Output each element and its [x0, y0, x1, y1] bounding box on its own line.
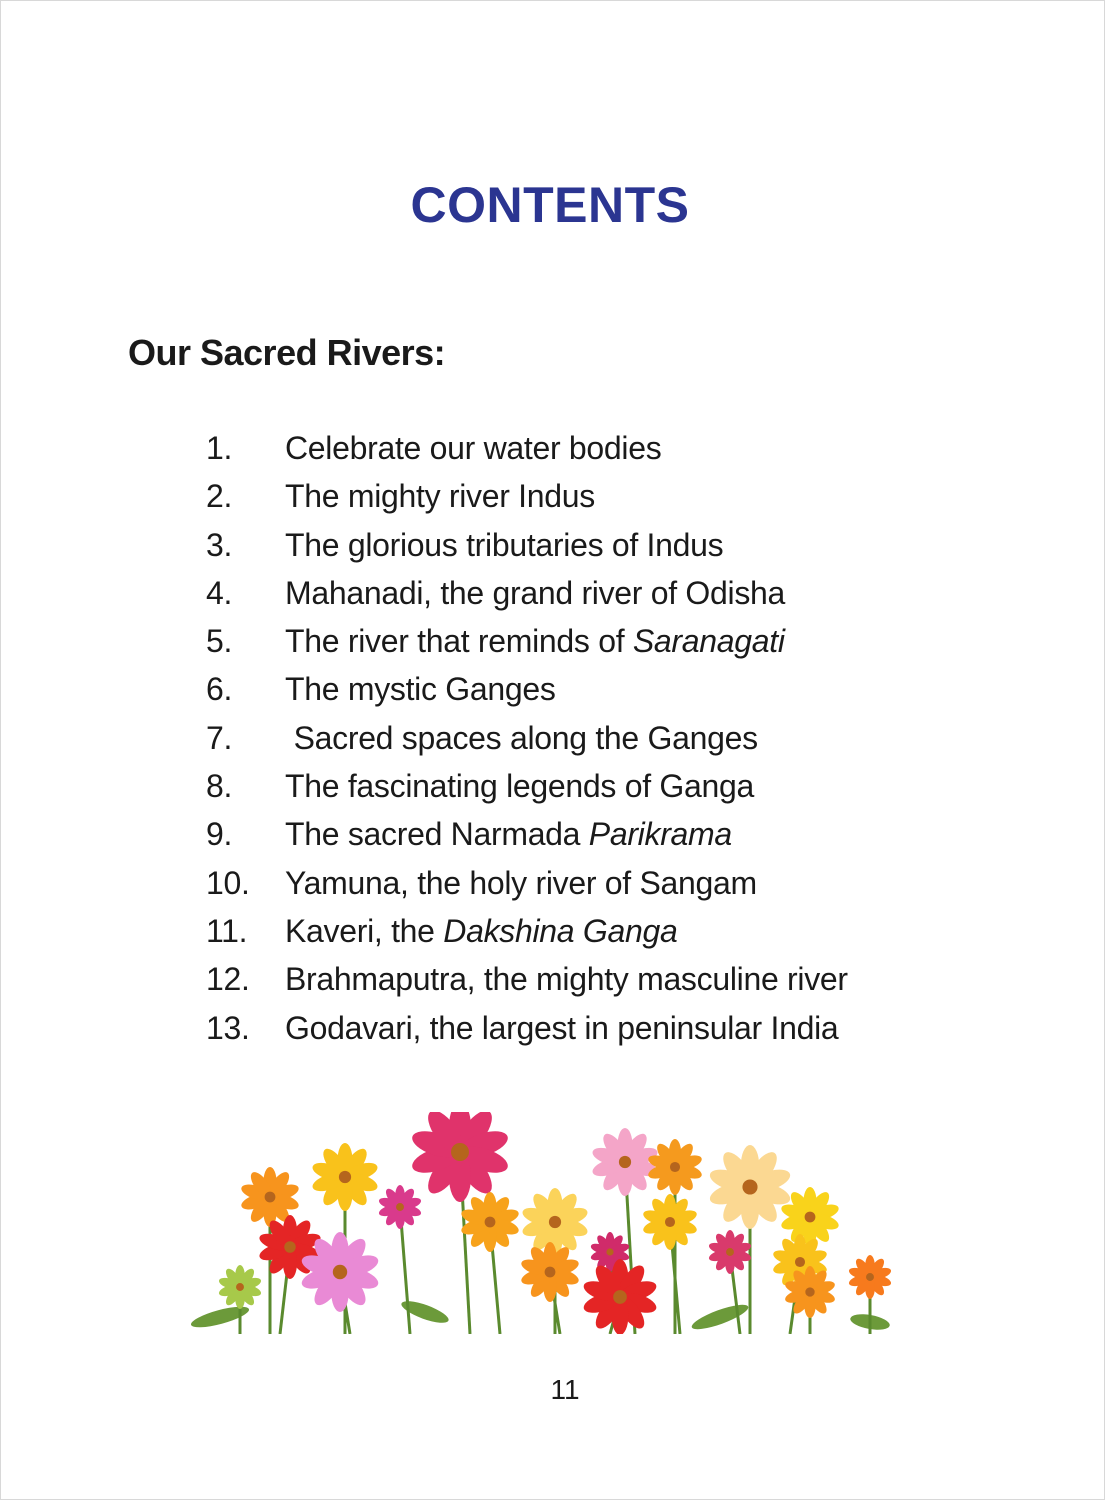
item-number: 4.	[206, 574, 233, 611]
flower-icon	[848, 1255, 893, 1299]
item-title-italic: Saranagati	[632, 623, 785, 660]
contents-item[interactable]	[206, 426, 848, 474]
contents-item[interactable]	[206, 764, 848, 812]
flower-icon	[708, 1230, 753, 1274]
flower-icon	[520, 1188, 589, 1256]
item-title: Kaveri, the Dakshina Ganga	[285, 912, 678, 949]
contents-item[interactable]	[206, 474, 848, 522]
item-title: Godavari, the largest in peninsular India	[285, 1009, 839, 1046]
flower-icon	[409, 1112, 511, 1202]
item-title: Brahmaputra, the mighty masculine river	[285, 961, 848, 998]
item-title: The river that reminds of Saranagati	[285, 623, 785, 660]
flower-icon	[707, 1145, 793, 1229]
flower-icon	[378, 1185, 423, 1229]
contents-item[interactable]	[206, 619, 848, 667]
item-number: 8.	[206, 768, 233, 805]
flower-icon	[459, 1192, 520, 1252]
contents-item[interactable]	[206, 667, 848, 715]
flower-icon	[310, 1143, 379, 1211]
flower-icon	[519, 1242, 580, 1302]
item-number: 2.	[206, 478, 233, 515]
contents-item[interactable]	[206, 571, 848, 619]
page-number: 11	[550, 1374, 580, 1405]
item-number: 12.	[206, 961, 250, 998]
item-title: The mystic Ganges	[285, 671, 556, 708]
item-title: The fascinating legends of Ganga	[285, 768, 754, 805]
contents-item[interactable]	[206, 909, 848, 957]
item-number: 13.	[206, 1009, 250, 1046]
page-title: CONTENTS	[410, 177, 690, 233]
contents-item[interactable]	[206, 716, 848, 764]
item-title: Sacred spaces along the Ganges	[285, 719, 758, 756]
leaf-icon	[689, 1300, 750, 1334]
contents-item[interactable]	[206, 957, 848, 1005]
contents-item[interactable]	[206, 861, 848, 909]
item-title: The mighty river Indus	[285, 478, 595, 515]
flower-icon	[218, 1265, 263, 1309]
contents-item[interactable]	[206, 812, 848, 860]
item-title-italic: Dakshina Ganga	[443, 912, 678, 949]
section-heading: Our Sacred Rivers:	[128, 332, 446, 373]
item-number: 11.	[206, 912, 248, 949]
item-number: 9.	[206, 816, 233, 853]
flower-icon	[590, 1128, 659, 1196]
contents-item[interactable]	[206, 1006, 848, 1054]
item-number: 7.	[206, 719, 233, 756]
item-title: The glorious tributaries of Indus	[285, 526, 724, 563]
flower-icon	[581, 1259, 658, 1334]
item-number: 1.	[206, 430, 233, 466]
item-title-italic: Parikrama	[588, 816, 732, 853]
item-number: 10.	[206, 864, 250, 901]
contents-item[interactable]	[206, 523, 848, 571]
item-title: The sacred Narmada Parikrama	[285, 816, 732, 853]
item-number: 5.	[206, 623, 233, 660]
item-title: Celebrate our water bodies	[285, 430, 662, 466]
item-title: Mahanadi, the grand river of Odisha	[285, 574, 786, 611]
item-number: 3.	[206, 526, 233, 563]
item-title: Yamuna, the holy river of Sangam	[285, 864, 757, 901]
flowers-illustration	[170, 1112, 900, 1334]
flower-icon	[641, 1194, 698, 1250]
contents-list	[206, 426, 848, 1054]
item-number: 6.	[206, 671, 233, 708]
